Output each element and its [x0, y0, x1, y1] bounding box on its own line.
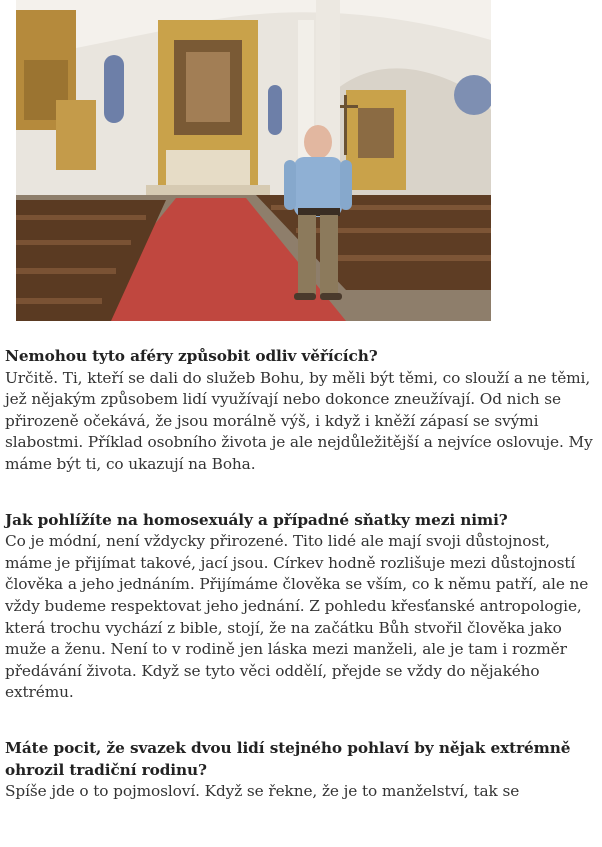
qa-section-2 — [5, 510, 595, 704]
interview-article — [5, 346, 595, 837]
question-heading: Jak pohlížíte na homosexuály a případné sňatky mezi nimi? — [5, 510, 508, 529]
qa-section-3 — [5, 738, 595, 803]
question-heading: Máte pocit, že svazek dvou lidí stejného pohlaví by nějak extrémně ohrozil tradiční rodinu? — [5, 738, 571, 779]
article-photo — [16, 0, 491, 321]
qa-section-1 — [5, 346, 595, 476]
answer-text: Co je módní, není vždycky přirozené. Tito lidé ale mají svoji důstojnost, máme je přijímat takové, jací jsou. Církev hodně rozlišuje mezi důstojností člověka a jeho jednáním. Přijímáme člověka se vším, co k němu patří, ale ne vždy budeme respektovat jeho jednání. Z pohledu křesťanské antropologie, která trochu vychází z bible, stojí, že na začátku Bůh stvořil člověka jako muže a ženu. Není to v rodině jen láska mezi manželi, ale je tam i rozměr předávání života. Když se tyto věci oddělí, přejde se vždy do nějakého extrému. — [5, 532, 589, 702]
crucifix — [344, 95, 347, 155]
question-heading: Nemohou tyto aféry způsobit odliv věřících? — [5, 347, 378, 365]
church-interior-illustration — [16, 0, 491, 321]
answer-text: Spíše jde o to pojmosloví. Když se řekne, že je to manželství, tak se — [5, 782, 520, 801]
main-altar — [146, 20, 270, 195]
window-center — [268, 85, 282, 135]
window-left — [104, 55, 124, 123]
answer-text: Určitě. Ti, kteří se dali do služeb Bohu, by měli být těmi, co slouží a ne těmi, jež nějakým způsobem lidí využívají nebo dokonce zneužívají. Od nich se přirozeně očekává, že jsou morálně výš, i když i kněží zápasí se svými slabostmi. Příklad osobního života je ale nejdůležitější a nejvíce oslovuje. My máme být ti, co ukazují na Boha. — [5, 368, 593, 473]
